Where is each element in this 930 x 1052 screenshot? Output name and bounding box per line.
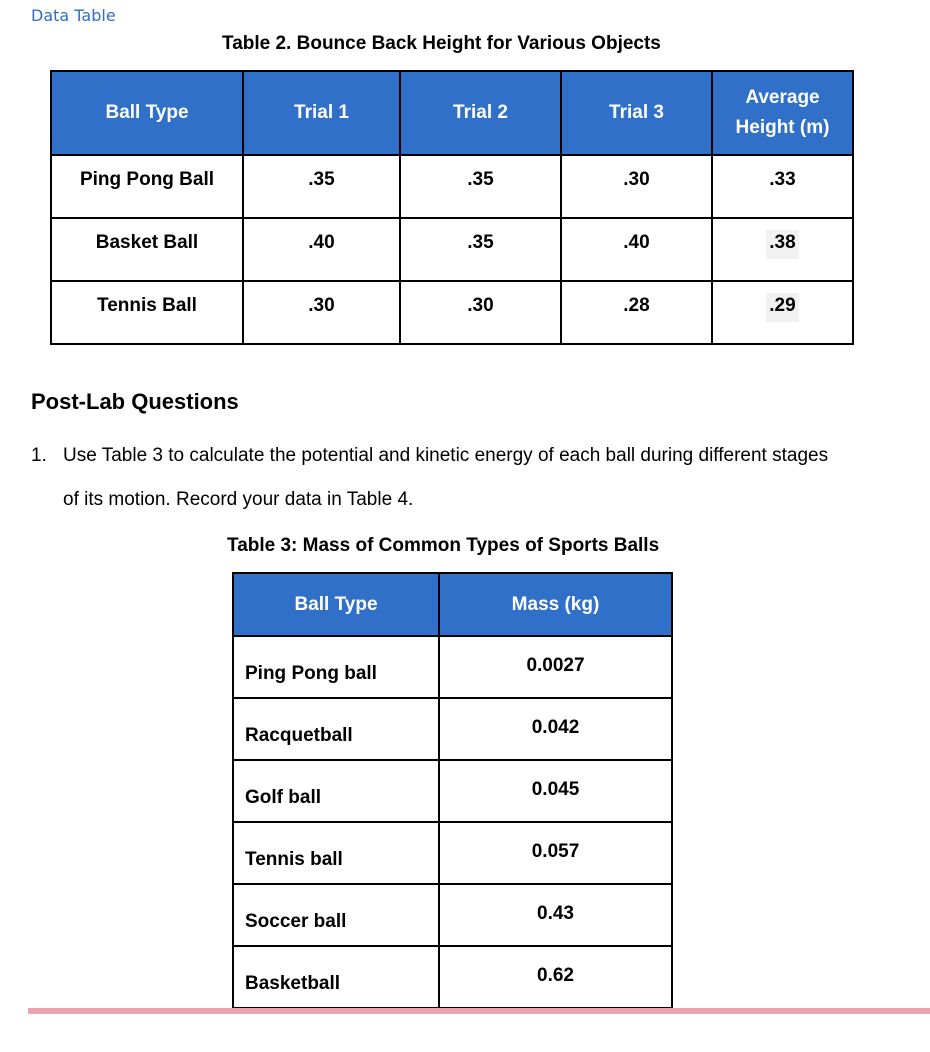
trial3-cell: .28 [561, 281, 712, 344]
table-row [51, 218, 853, 281]
table-row [233, 946, 672, 1008]
table3-header-row [233, 573, 672, 636]
mass-cell: 0.62 [439, 946, 672, 1008]
table2-caption: Table 2. Bounce Back Height for Various Objects [222, 33, 661, 54]
header-trial-2: Trial 2 [400, 71, 561, 155]
mass-cell: 0.057 [439, 822, 672, 884]
ball-type-cell: Ping Pong ball [233, 636, 439, 698]
header-average-height [712, 71, 853, 155]
trial2-cell: .30 [400, 281, 561, 344]
question-text-line1: Use Table 3 to calculate the potential and kinetic energy of each ball during different stages [63, 445, 829, 466]
mass-cell: 0.042 [439, 698, 672, 760]
table-row [233, 760, 672, 822]
table-row [233, 884, 672, 946]
trial3-cell: .30 [561, 155, 712, 218]
ball-type-cell: Racquetball [233, 698, 439, 760]
ball-type-cell: Tennis Ball [51, 281, 243, 344]
table-row [233, 822, 672, 884]
average-value-highlight: .29 [766, 293, 798, 322]
header-ball-type: Ball Type [51, 71, 243, 155]
table-row [51, 155, 853, 218]
header-average-line2: Height (m) [735, 117, 830, 138]
page-divider [28, 1008, 930, 1014]
mass-cell: 0.43 [439, 884, 672, 946]
table2-header-row [51, 71, 853, 155]
average-cell [712, 281, 853, 344]
question-number: 1. [31, 445, 47, 466]
question-text-line2: of its motion. Record your data in Table 4. [63, 489, 414, 510]
header-mass: Mass (kg) [439, 573, 672, 636]
ball-type-cell: Golf ball [233, 760, 439, 822]
table-row [233, 636, 672, 698]
ball-type-cell: Tennis ball [233, 822, 439, 884]
mass-cell: 0.0027 [439, 636, 672, 698]
trial2-cell: .35 [400, 218, 561, 281]
header-average-line1: Average [745, 87, 820, 108]
post-lab-title: Post-Lab Questions [31, 389, 239, 414]
average-value-highlight: .38 [766, 230, 798, 259]
trial2-cell: .35 [400, 155, 561, 218]
table-row [51, 281, 853, 344]
ball-type-cell: Basketball [233, 946, 439, 1008]
table-row [233, 698, 672, 760]
bounce-height-table [50, 70, 854, 345]
trial1-cell: .30 [243, 281, 400, 344]
header-trial-3: Trial 3 [561, 71, 712, 155]
header-ball-type: Ball Type [233, 573, 439, 636]
table3-caption: Table 3: Mass of Common Types of Sports Balls [227, 535, 660, 556]
section-label: Data Table [31, 6, 116, 25]
trial1-cell: .35 [243, 155, 400, 218]
trial1-cell: .40 [243, 218, 400, 281]
ball-type-cell: Ping Pong Ball [51, 155, 243, 218]
ball-type-cell: Basket Ball [51, 218, 243, 281]
header-trial-1: Trial 1 [243, 71, 400, 155]
ball-mass-table [232, 572, 673, 1009]
average-cell [712, 218, 853, 281]
mass-cell: 0.045 [439, 760, 672, 822]
trial3-cell: .40 [561, 218, 712, 281]
ball-type-cell: Soccer ball [233, 884, 439, 946]
average-cell: .33 [712, 155, 853, 218]
